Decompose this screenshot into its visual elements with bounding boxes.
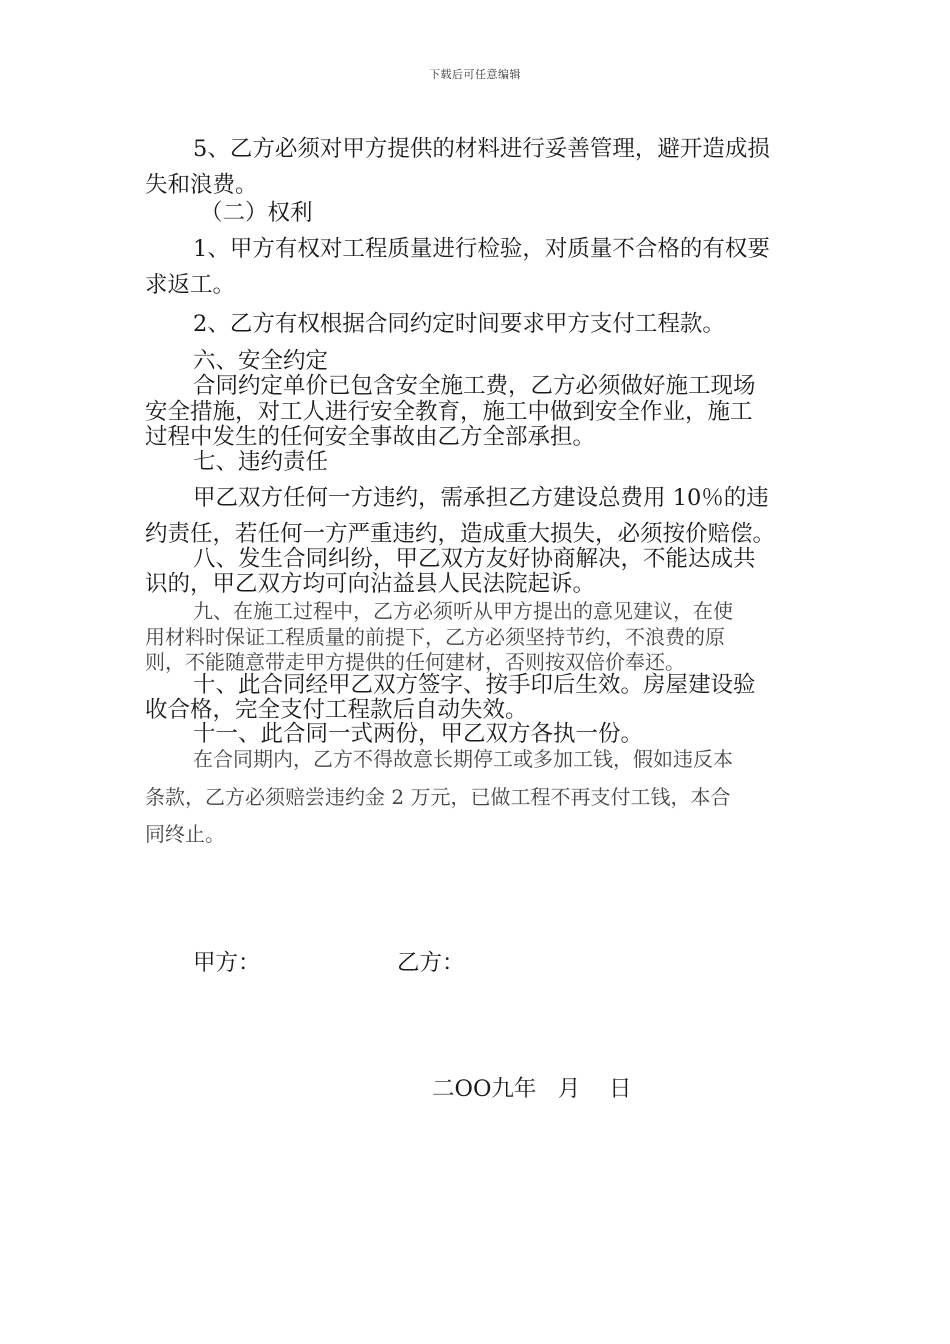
section-9-line-2: 用材料时保证工程质量的前提下，乙方必须坚持节约，不浪费的原 — [145, 625, 725, 649]
clause-5-line-2: 失和浪费。 — [145, 172, 258, 198]
signing-date: 二OO九年 月 日 — [432, 1076, 632, 1102]
clause-5-line-1: 5、乙方必须对甲方提供的材料进行妥善管理，避开造成损 — [193, 136, 770, 162]
section-7-line-2: 约责任，若任何一方严重违约，造成重大损失，必须按价赔偿。 — [145, 521, 776, 547]
section-7-line-1: 甲乙双方任何一方违约，需承担乙方建设总费用 10％的违 — [193, 485, 769, 511]
section-rights-heading: （二）权利 — [200, 200, 313, 226]
section-8-line-1: 八、发生合同纠纷，甲乙双方友好协商解决，不能达成共 — [193, 546, 756, 572]
final-clause-line-1: 在合同期内，乙方不得故意长期停工或多加工钱，假如违反本 — [193, 747, 733, 771]
header-note: 下载后可任意编辑 — [429, 68, 521, 81]
final-clause-line-2: 条款，乙方必须赔尝违约金 2 万元，已做工程不再支付工钱，本合 — [145, 785, 731, 809]
party-b-signature-label: 乙方： — [397, 950, 465, 976]
section-10-line-2: 收合格，完全支付工程款后自动失效。 — [145, 697, 528, 723]
section-9-line-3: 则，不能随意带走甲方提供的任何建材，否则按双倍价奉还。 — [145, 650, 685, 674]
section-6-line-2: 安全措施，对工人进行安全教育，施工中做到安全作业，施工 — [145, 399, 753, 425]
section-6-heading: 六、安全约定 — [193, 348, 329, 374]
right-1-line-2: 求返工。 — [145, 272, 236, 298]
section-6-line-3: 过程中发生的任何安全事故由乙方全部承担。 — [145, 424, 596, 450]
section-10-line-1: 十、此合同经甲乙双方签字、按手印后生效。房屋建设验 — [193, 672, 756, 698]
party-a-signature-label: 甲方： — [193, 950, 261, 976]
section-8-line-2: 识的，甲乙双方均可向沾益县人民法院起诉。 — [145, 571, 596, 597]
section-9-line-1: 九、在施工过程中，乙方必须听从甲方提出的意见建议，在使 — [193, 599, 733, 623]
right-1-line-1: 1、甲方有权对工程质量进行检验，对质量不合格的有权要 — [193, 236, 770, 262]
section-11-line: 十一、此合同一式两份，甲乙双方各执一份。 — [193, 721, 644, 747]
right-2-line: 2、乙方有权根据合同约定时间要求甲方支付工程款。 — [193, 311, 725, 337]
section-7-heading: 七、违约责任 — [193, 449, 329, 475]
final-clause-line-3: 同终止。 — [145, 822, 225, 846]
section-6-line-1: 合同约定单价已包含安全施工费，乙方必须做好施工现场 — [193, 373, 756, 399]
